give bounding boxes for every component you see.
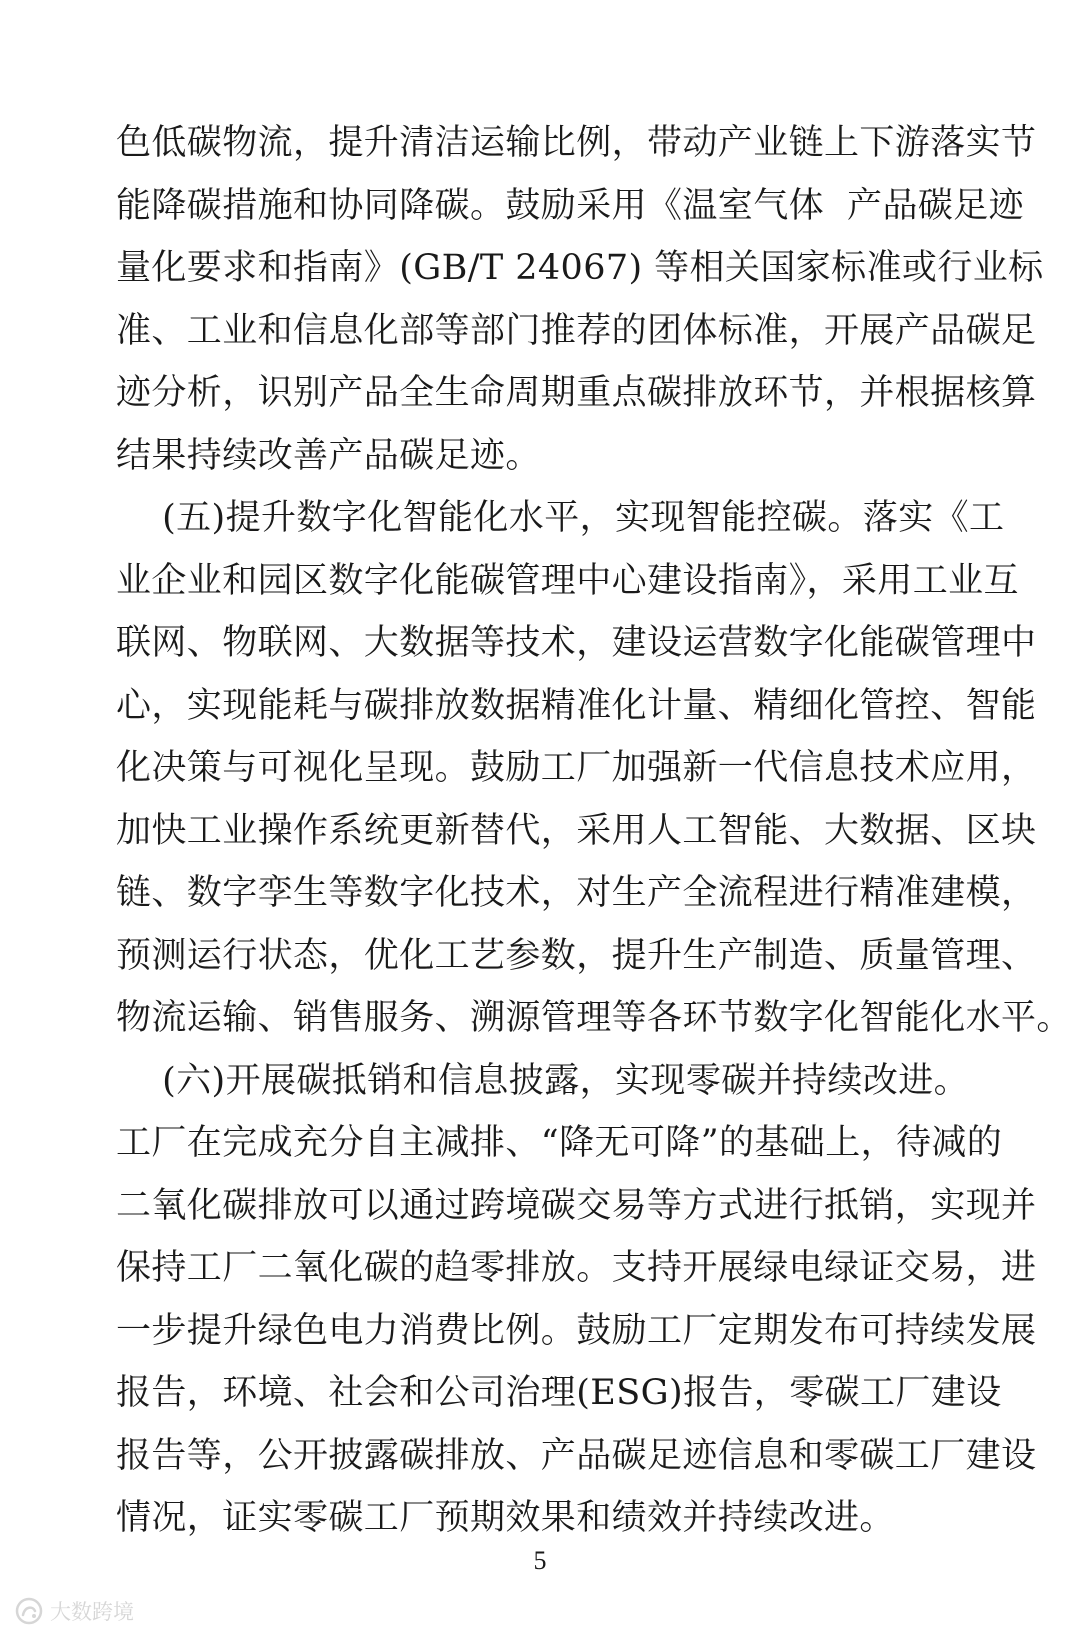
text-line: 迹分析，识别产品全生命周期重点碳排放环节，并根据核算 <box>116 373 1037 413</box>
section-heading-line: (六)开展碳抵销和信息披露，实现零碳并持续改进。 <box>116 1060 970 1101</box>
text-line: 保持工厂二氧化碳的趋零排放。支持开展绿电绿证交易，进 <box>116 1248 1037 1288</box>
section-heading-line: (五)提升数字化智能化水平，实现智能控碳。落实《工 <box>116 498 1005 538</box>
text-line: 能降碳措施和协同降碳。鼓励采用《温室气体 产品碳足迹 <box>116 185 1025 226</box>
text-line: 结果持续改善产品碳足迹。 <box>116 435 541 476</box>
text-line: 心，实现能耗与碳排放数据精准化计量、精细化管控、智能 <box>116 685 1037 726</box>
text-line: 准、工业和信息化部等部门推荐的团体标准，开展产品碳足 <box>116 310 1037 351</box>
text-line: 预测运行状态，优化工艺参数，提升生产制造、质量管理、 <box>116 935 1037 976</box>
body-text <box>116 112 1072 1550</box>
text-line: 链、数字孪生等数字化技术，对生产全流程进行精准建模， <box>116 873 1037 913</box>
text-line: 量化要求和指南》(GB/T 24067) 等相关国家标准或行业标 <box>116 248 1044 288</box>
page-number: 5 <box>533 1546 547 1575</box>
text-line: 二氧化碳排放可以通过跨境碳交易等方式进行抵销，实现并 <box>116 1185 1037 1226</box>
text-line: 化决策与可视化呈现。鼓励工厂加强新一代信息技术应用， <box>116 748 1037 788</box>
text-line: 物流运输、销售服务、溯源管理等各环节数字化智能化水平。 <box>116 998 1072 1038</box>
watermark <box>14 1596 134 1626</box>
text-line: 情况，证实零碳工厂预期效果和绩效并持续改进。 <box>116 1498 895 1538</box>
text-line: 联网、物联网、大数据等技术，建设运营数字化能碳管理中 <box>116 623 1037 663</box>
text-line: 工厂在完成充分自主减排、“降无可降”的基础上，待减的 <box>116 1123 1003 1163</box>
text-line: 报告，环境、社会和公司治理(ESG)报告，零碳工厂建设 <box>116 1373 1002 1413</box>
watermark-text: 大数跨境 <box>50 1600 134 1624</box>
brand-logo-icon <box>14 1596 44 1626</box>
text-line: 一步提升绿色电力消费比例。鼓励工厂定期发布可持续发展 <box>116 1310 1037 1351</box>
text-line: 业企业和园区数字化能碳管理中心建设指南》，采用工业互 <box>116 560 1019 601</box>
text-line: 报告等，公开披露碳排放、产品碳足迹信息和零碳工厂建设 <box>116 1435 1037 1476</box>
text-line: 加快工业操作系统更新替代，采用人工智能、大数据、区块 <box>116 810 1037 851</box>
text-line: 色低碳物流，提升清洁运输比例，带动产业链上下游落实节 <box>116 123 1037 163</box>
